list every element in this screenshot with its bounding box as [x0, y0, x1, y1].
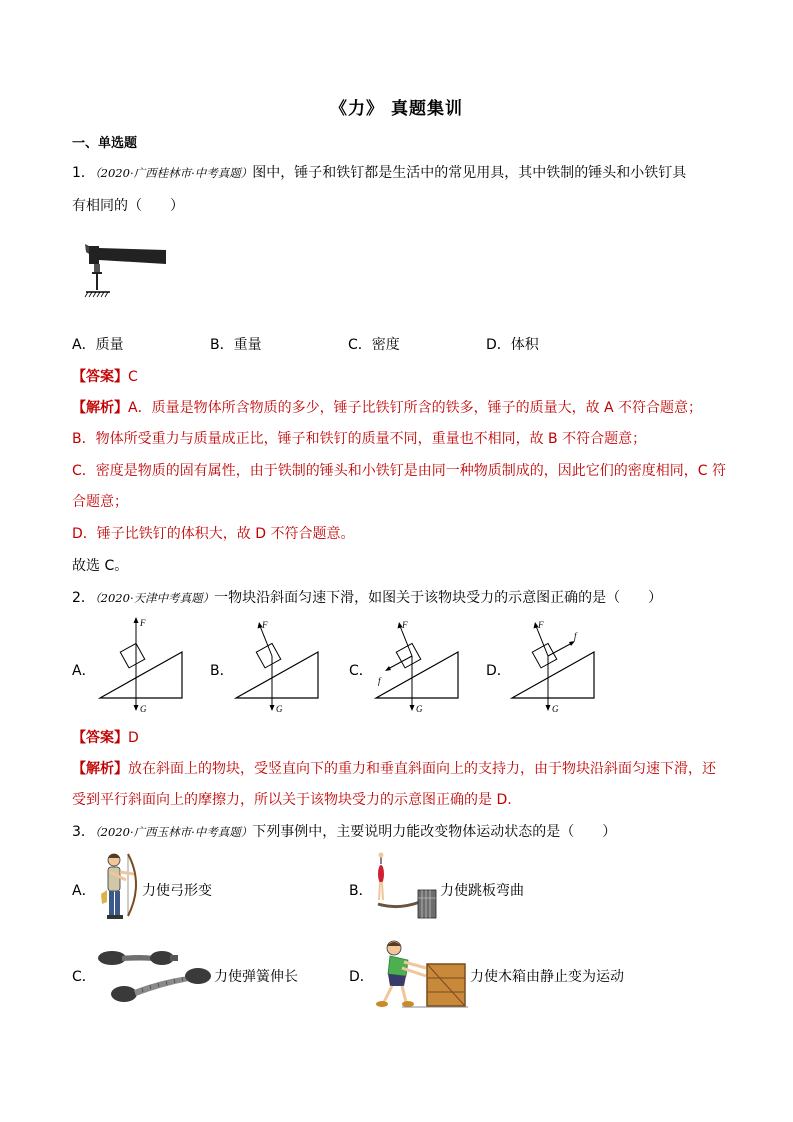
- force-label-friction: f: [574, 631, 577, 641]
- force-label-g: G: [140, 704, 147, 714]
- q1-stem-line1: [72, 162, 686, 184]
- q2-number: 2．: [72, 590, 95, 606]
- q2-analysis-line1: 【解析】放在斜面上的物块，受竖直向下的重力和垂直斜面向上的支持力，由于物块沿斜面匀速下滑，还: [72, 761, 716, 777]
- q1-analysis-line3: C．密度是物质的固有属性，由于铁制的锤头和小铁钉是由同一种物质制成的，因此它们的密度相同，C 符: [72, 463, 726, 479]
- q2-diagram-c: [372, 614, 468, 718]
- q2-answer: D: [128, 730, 139, 746]
- diving-board-picture: [368, 852, 440, 922]
- page-title: 《力》 真题集训: [330, 99, 463, 119]
- analysis-label: 【解析】: [72, 761, 128, 777]
- spring-hands-picture: [96, 944, 216, 1008]
- q1-stem-line2: 有相同的（ ）: [72, 198, 184, 214]
- q2-option-a: A．: [72, 663, 96, 679]
- q1-source: （2020·广西桂林市·中考真题）: [94, 166, 253, 180]
- q3-option-d-letter: D．: [349, 969, 374, 985]
- q3-option-d-text: 力使木箱由静止变为运动: [470, 969, 624, 985]
- force-label-g: G: [416, 704, 423, 714]
- q2-stem: 一物块沿斜面匀速下滑，如图关于该物块受力的示意图正确的是（ ）: [214, 590, 663, 606]
- q1-analysis-line2: B．物体所受重力与质量成正比，锤子和铁钉的质量不同，重量也不相同，故 B 不符合题意；: [72, 431, 647, 447]
- force-label-f: F: [262, 620, 268, 630]
- q3-option-b-text: 力使跳板弯曲: [440, 883, 524, 899]
- q3-option-c-text: 力使弹簧伸长: [214, 969, 298, 985]
- q1-analysis-line1: 【解析】A．质量是物体所含物质的多少，锤子比铁钉所含的铁多，锤子的质量大，故 A 不符合题意；: [72, 400, 703, 416]
- hammer-nail-figure: [80, 238, 176, 302]
- analysis-label: 【解析】: [72, 400, 128, 416]
- q1-conclusion: 故选 C。: [72, 558, 129, 574]
- force-label-g: G: [552, 704, 559, 714]
- q1-answer-line: [72, 366, 138, 388]
- q1-analysis-line5: D．锤子比铁钉的体积大，故 D 不符合题意。: [72, 526, 355, 542]
- q2-analysis-line2: 受到平行斜面向上的摩擦力，所以关于该物块受力的示意图正确的是 D.: [72, 792, 512, 808]
- force-label-friction: f: [378, 676, 381, 686]
- force-label-f: F: [402, 620, 408, 630]
- q3-option-b-letter: B．: [349, 883, 373, 899]
- q2-option-c: C．: [349, 663, 373, 679]
- q2-source: （2020·天津中考真题）: [94, 591, 215, 605]
- q1-option-c: C．密度: [348, 337, 400, 353]
- q1-option-d: D．体积: [486, 337, 539, 353]
- q1-option-b: B．重量: [210, 337, 262, 353]
- q1-analysis-line4: 合题意；: [72, 494, 128, 510]
- q3-option-a-letter: A．: [72, 883, 96, 899]
- q1-option-a: A．质量: [72, 337, 124, 353]
- force-label-g: G: [276, 704, 283, 714]
- archer-picture: [98, 850, 144, 926]
- q3-option-c-letter: C．: [72, 969, 96, 985]
- q2-diagram-b: [232, 614, 328, 718]
- q3-stem: 下列事例中，主要说明力能改变物体运动状态的是（ ）: [252, 824, 617, 840]
- answer-label: 【答案】: [72, 730, 128, 746]
- q3-number: 3．: [72, 824, 95, 840]
- q1-answer: C: [128, 369, 138, 385]
- q2-option-d: D．: [486, 663, 511, 679]
- q3-source: （2020·广西玉林市·中考真题）: [94, 825, 253, 839]
- q2-diagram-d: [508, 614, 604, 718]
- boy-pushing-box-picture: [372, 938, 468, 1012]
- q2-stem-line: [72, 587, 662, 609]
- answer-label: 【答案】: [72, 369, 128, 385]
- q1-stem: 图中，锤子和铁钉都是生活中的常见用具，其中铁制的锤头和小铁钉具: [252, 165, 687, 181]
- section-heading: 一、单选题: [72, 136, 138, 151]
- force-label-f: F: [538, 620, 544, 630]
- q2-answer-line: [72, 727, 139, 749]
- q3-option-a-text: 力使弓形变: [142, 883, 212, 899]
- q1-number: 1．: [72, 165, 95, 181]
- q2-option-b: B．: [210, 663, 234, 679]
- force-label-f: F: [140, 618, 146, 628]
- q2-diagram-a: [96, 614, 192, 718]
- q3-stem-line: [72, 821, 616, 843]
